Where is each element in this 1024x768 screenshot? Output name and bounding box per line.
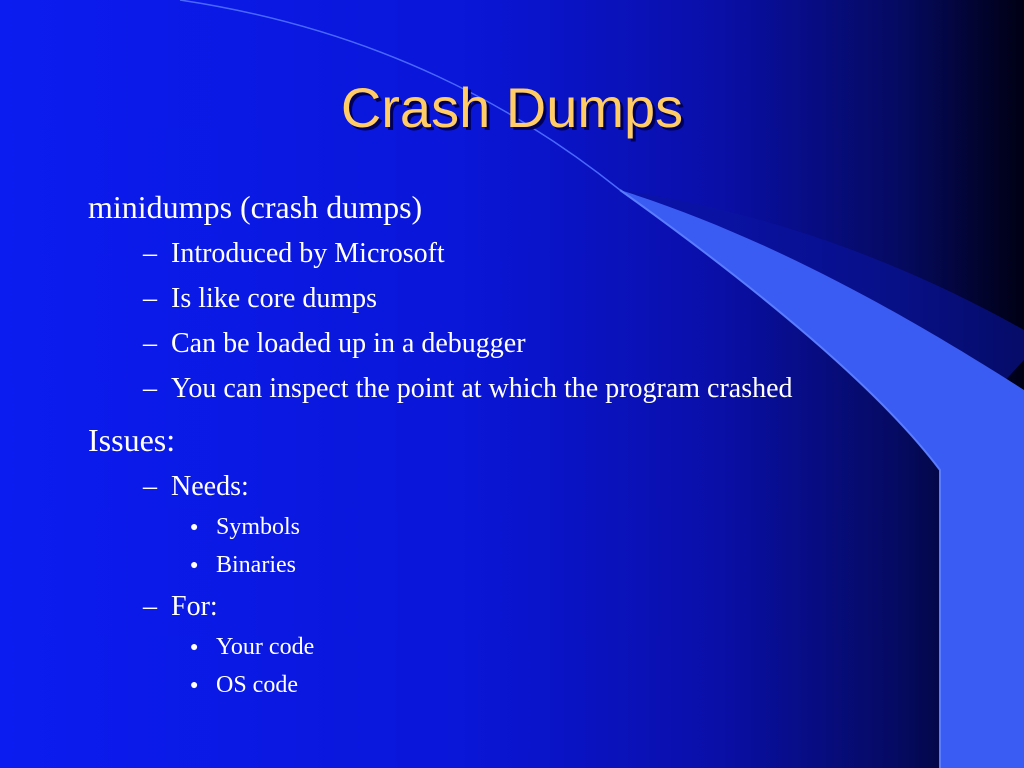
item-text: OS code	[216, 672, 298, 698]
sub-bullet-text: Is like core dumps	[171, 283, 378, 314]
dash-marker: –	[143, 373, 157, 404]
item-text: Symbols	[216, 514, 301, 540]
sub-bullet-text: You can inspect the point at which the program crashed	[171, 373, 793, 404]
sub-bullet-text: For:	[171, 591, 218, 622]
sub-bullet-text: Can be loaded up in a debugger	[171, 328, 526, 359]
item-your-code	[190, 633, 314, 662]
bullet-dot-marker: ●	[190, 558, 199, 573]
bullet-issues: Issues:	[88, 422, 176, 458]
dash-marker: –	[143, 238, 157, 269]
sub-bullet-for	[143, 590, 218, 624]
bullet-dot-marker: ●	[190, 520, 199, 535]
sub-bullet-text: Needs:	[171, 471, 249, 502]
sub-bullet-introduced	[143, 237, 445, 271]
item-text: Binaries	[216, 552, 296, 578]
bullet-dot-marker: ●	[190, 678, 199, 693]
sub-bullet-debugger	[143, 327, 526, 361]
sub-bullet-text: Introduced by Microsoft	[171, 238, 445, 269]
dash-marker: –	[143, 471, 157, 502]
dash-marker: –	[143, 591, 157, 622]
item-text: Your code	[216, 634, 315, 660]
bullet-dot-marker: ●	[190, 640, 199, 655]
dash-marker: –	[143, 328, 157, 359]
item-os-code	[190, 671, 298, 700]
item-binaries	[190, 551, 296, 580]
slide-title: Crash Dumps	[340, 76, 684, 139]
bullet-minidumps: minidumps (crash dumps)	[88, 189, 423, 225]
sub-bullet-needs	[143, 470, 249, 504]
dash-marker: –	[143, 283, 157, 314]
item-symbols	[190, 513, 300, 542]
sub-bullet-inspect	[143, 372, 793, 406]
sub-bullet-core-dumps	[143, 282, 377, 316]
